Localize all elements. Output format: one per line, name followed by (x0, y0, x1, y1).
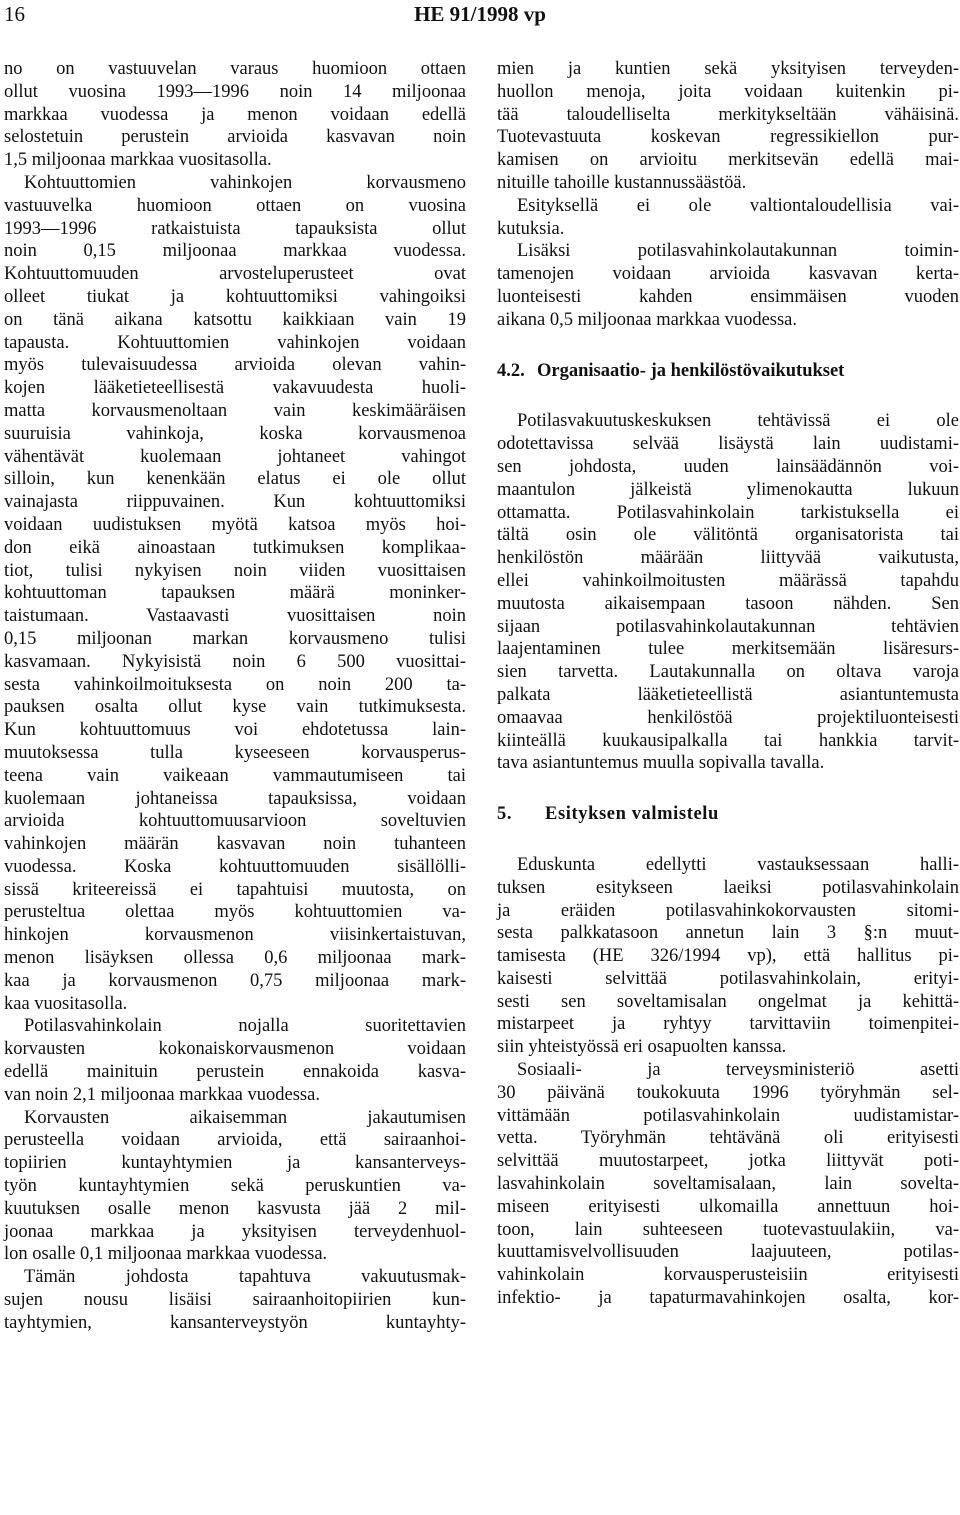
text-line: sesta palkkatasoon annetun lain 3 §:n muut- (497, 923, 959, 944)
text-line: sen johdosta, uuden lainsäädännön voi- (497, 456, 959, 477)
text-line: sien tarvetta. Lautakunnalla on oltava varoja (497, 662, 959, 683)
section-number: 5. (497, 804, 513, 825)
text-line: maantulon jälkeistä ylimenokautta lukuun (497, 479, 959, 500)
text-line: ottamatta. Potilasvahinkolain tarkistuksella ei (497, 502, 959, 523)
text-line: sissä kriteereissä ei tapahtuisi muutosta, on (4, 879, 466, 900)
section-title: Organisaatio- ja henkilöstövaikutukset (537, 360, 845, 381)
text-line: matta korvausmenoltaan vain keskimääräisen (4, 400, 466, 421)
text-line: aikana 0,5 miljoonaa markkaa vuodessa. (497, 309, 798, 330)
text-line: silloin, kun kenenkään elatus ei ole ollut (4, 469, 466, 490)
section-5-body (497, 854, 959, 1310)
text-line: Kohtuuttomien vahinkojen korvausmeno (24, 172, 466, 193)
text-line: myös tulevaisuudessa arvioida olevan vahin- (4, 355, 466, 376)
text-line: laajentaminen tulee merkitsemään lisäresurs- (497, 639, 959, 660)
text-line: Potilasvakuutuskeskuksen tehtävissä ei ole (517, 411, 959, 432)
section-heading-4-2 (497, 360, 959, 383)
text-line: nituille tahoille kustannussäästöä. (497, 172, 747, 193)
text-line: Kun kohtuuttomuus voi ehdotetussa lain- (4, 720, 466, 741)
text-line: topiirien kuntayhtymien ja kansanterveys- (4, 1153, 466, 1174)
text-line: miseen erityisesti ulkomailla annettuun hoi- (497, 1196, 959, 1217)
text-line: henkilöstön määrään liittyvää vaikutusta, (497, 548, 959, 569)
text-line: vahinkojen määrän kasvavan noin tuhanteen (4, 834, 466, 855)
text-line: teena vain vaikeaan vammautumiseen tai (4, 765, 466, 786)
text-line: Potilasvahinkolain nojalla suoritettavien (24, 1016, 466, 1037)
text-line: kojen lääketieteellisestä vakavuudesta huoli- (4, 378, 466, 399)
text-line: kuutuksen osalle menon kasvusta jää 2 mil- (4, 1198, 466, 1219)
text-line: infektio- ja tapaturmavahinkojen osalta, kor- (497, 1288, 959, 1309)
text-line: arvioida kohtuuttomuusarvioon soveltuvien (4, 811, 466, 832)
text-line: voidaan uudistuksen myötä katsoa myös hoi- (4, 514, 466, 535)
text-line: kaa vuositasolla. (4, 993, 128, 1014)
text-line: ellei vahinkoilmoitusten määrässä tapahdu (497, 570, 959, 591)
text-line: tayhtymien, kansanterveystyön kuntayhty- (4, 1312, 466, 1333)
right-column-top-text (497, 58, 959, 332)
text-line: kasvamaan. Nykyisistä noin 6 500 vuosittai- (4, 651, 466, 672)
text-line: sujen nousu lisäisi sairaanhoitopiirien kun- (4, 1290, 466, 1311)
text-line: pauksen osalta ollut kyse vain tutkimuksesta. (4, 697, 466, 718)
text-line: muutoksessa tulla kyseeseen korvausperus- (4, 742, 466, 763)
text-line: noin 0,15 miljoonaa markkaa vuodessa. (4, 241, 466, 262)
text-line: työn kuntayhtymien sekä peruskuntien va- (4, 1176, 466, 1197)
text-line: joonaa markkaa ja yksityisen terveydenhuol- (4, 1221, 466, 1242)
text-line: Tuotevastuuta koskevan regressikiellon pur- (497, 127, 959, 148)
text-line: no on vastuuvelan varaus huomioon ottaen (4, 59, 466, 79)
section-number: 4.2. (497, 360, 525, 381)
section-heading-5 (497, 803, 959, 826)
text-line: kutuksia. (497, 218, 565, 239)
text-line: Kohtuuttomuuden arvosteluperusteet ovat (4, 264, 466, 285)
text-line: vähentävät kuolemaan johtaneet vahingot (4, 446, 466, 467)
text-line: 30 päivänä toukokuuta 1996 työryhmän sel- (497, 1082, 959, 1103)
text-line: Esityksellä ei ole valtiontaloudellisia vai- (517, 195, 959, 216)
section-title: Esityksen valmistelu (545, 804, 719, 825)
text-line: tuksen esitykseen laeiksi potilasvahinkolain (497, 877, 959, 898)
text-line: ollut vuosina 1993—1996 noin 14 miljoonaa (4, 81, 466, 102)
text-line: markkaa vuodessa ja menon voidaan edellä (4, 104, 466, 125)
text-line: ja eräiden potilasvahinkokorvausten sitomi- (497, 900, 959, 921)
text-line: Tämän johdosta tapahtuva vakuutusmak- (24, 1267, 466, 1288)
text-line: Lisäksi potilasvahinkolautakunnan toimin- (517, 241, 959, 262)
text-line: huollon menoja, joita voidaan kuitenkin pi- (497, 81, 959, 102)
text-line: sijaan potilasvahinkolautakunnan tehtävien (497, 616, 959, 637)
text-line: tava asiantuntemus muulla sopivalla tavalla. (497, 753, 825, 774)
text-line: tältä osin ole välitöntä organisatorista tai (497, 525, 959, 546)
text-line: perusteella voidaan arvioida, että sairaanhoi- (4, 1130, 466, 1151)
text-line: palkata lääketieteellistä asiantuntemusta (497, 684, 959, 705)
text-line: selostetuin perustein arvioida kasvavan noin (4, 127, 466, 148)
text-line: suuruisia vahinkoja, koska korvausmenoa (4, 423, 466, 444)
text-line: vahinkolain korvausperusteisiin erityisesti (497, 1265, 959, 1286)
text-line: tapausta. Kohtuuttomien vahinkojen voidaan (4, 332, 466, 353)
text-line: kaisesti selvittää potilasvahinkolain, erityi- (497, 968, 959, 989)
text-line: olleet tiukat ja kohtuuttomiksi vahingoiksi (4, 286, 466, 307)
text-line: korvausten kokonaiskorvausmenon voidaan (4, 1039, 466, 1060)
text-line: perusteltua olettaa myös kohtuuttomien va- (4, 902, 466, 923)
page-header (0, 0, 960, 40)
text-line: tiot, tulisi nykyisen noin viiden vuosittaisen (4, 560, 466, 581)
text-line: luonteisesti kahden ensimmäisen vuoden (497, 286, 959, 307)
text-line: don eikä ainoastaan tutkimuksen komplikaa- (4, 537, 466, 558)
text-line: menon lisäyksen ollessa 0,6 miljoonaa mark- (4, 948, 466, 969)
text-line: Sosiaali- ja terveysministeriö asetti (517, 1060, 959, 1081)
page-number: 16 (4, 2, 25, 26)
text-line: on tänä aikana katsottu kaikkiaan vain 19 (4, 309, 466, 330)
text-line: mien ja kuntien sekä yksityisen terveyden- (497, 59, 959, 79)
text-line: kuuttamisvelvollisuuden laajuuteen, potilas- (497, 1242, 959, 1263)
text-line: vastuuvelka huomioon ottaen on vuosina (4, 195, 466, 216)
text-line: toon, lain suhteeseen tuotevastuulakiin, va- (497, 1219, 959, 1240)
text-line: vittämään potilasvahinkolain uudistamistar- (497, 1105, 959, 1126)
text-line: lon osalle 0,1 miljoonaa markkaa vuodessa. (4, 1244, 328, 1265)
text-line: kamisen on arvioitu merkitsevän edellä mai- (497, 150, 959, 171)
text-line: edellä mainituin perustein ennakoida kasva- (4, 1062, 466, 1083)
text-line: Korvausten aikaisemman jakautumisen (24, 1107, 466, 1128)
text-line: sesta vahinkoilmoituksesta on noin 200 ta- (4, 674, 466, 695)
text-line: 1993—1996 ratkaistuista tapauksista ollut (4, 218, 466, 239)
section-4-2-body (497, 410, 959, 775)
text-line: selvittää muutostarpeet, jotka liittyvät poti- (497, 1151, 959, 1172)
text-line: kohtuuttoman tapauksen määrä moninker- (4, 583, 466, 604)
text-line: taistumaan. Vastaavasti vuosittaisen noin (4, 606, 466, 627)
text-line: omaavaa henkilöstöä projektiluonteisesti (497, 707, 959, 728)
text-line: vetta. Työryhmän tehtävänä oli erityisesti (497, 1128, 959, 1149)
text-line: 1,5 miljoonaa markkaa vuositasolla. (4, 150, 272, 171)
text-line: mistarpeet ja ryhtyy tarvittaviin toimenpitei- (497, 1014, 959, 1035)
text-line: muutosta aikaisempaan tasoon nähden. Sen (497, 593, 959, 614)
text-line: tamisesta (HE 326/1994 vp), että hallitus pi- (497, 946, 959, 967)
text-line: hinkojen korvausmenon viisinkertaistuvan, (4, 925, 466, 946)
text-line: 0,15 miljoonan markan korvausmeno tulisi (4, 628, 466, 649)
text-line: Eduskunta edellytti vastauksessaan halli- (517, 854, 959, 875)
running-head: HE 91/1998 vp (414, 2, 546, 26)
text-line: vainajasta riippuvainen. Kun kohtuuttomiksi (4, 492, 466, 513)
text-line: siin yhteistyössä eri osapuolten kanssa. (497, 1037, 787, 1058)
text-line: lasvahinkolain soveltamisalaan, lain sovelta- (497, 1174, 959, 1195)
text-line: odotettavissa selvää lisäystä lain uudistami- (497, 434, 959, 455)
text-line: van noin 2,1 miljoonaa markkaa vuodessa. (4, 1084, 320, 1105)
text-line: tamenojen voidaan arvioida kasvavan kerta- (497, 264, 959, 285)
text-line: kiinteällä kuukausipalkalla tai hankkia tarvit- (497, 730, 959, 751)
right-column (497, 58, 959, 1310)
text-line: vuodessa. Koska kohtuuttomuuden sisällölli- (4, 856, 466, 877)
left-column (4, 58, 466, 1335)
text-line: sesti sen soveltamisalan ongelmat ja kehittä- (497, 991, 959, 1012)
text-line: kuolemaan johtaneissa tapauksissa, voidaan (4, 788, 466, 809)
text-line: kaa ja korvausmenon 0,75 miljoonaa mark- (4, 970, 466, 991)
text-line: tää taloudelliselta merkitykseltään vähäisinä. (497, 104, 959, 125)
